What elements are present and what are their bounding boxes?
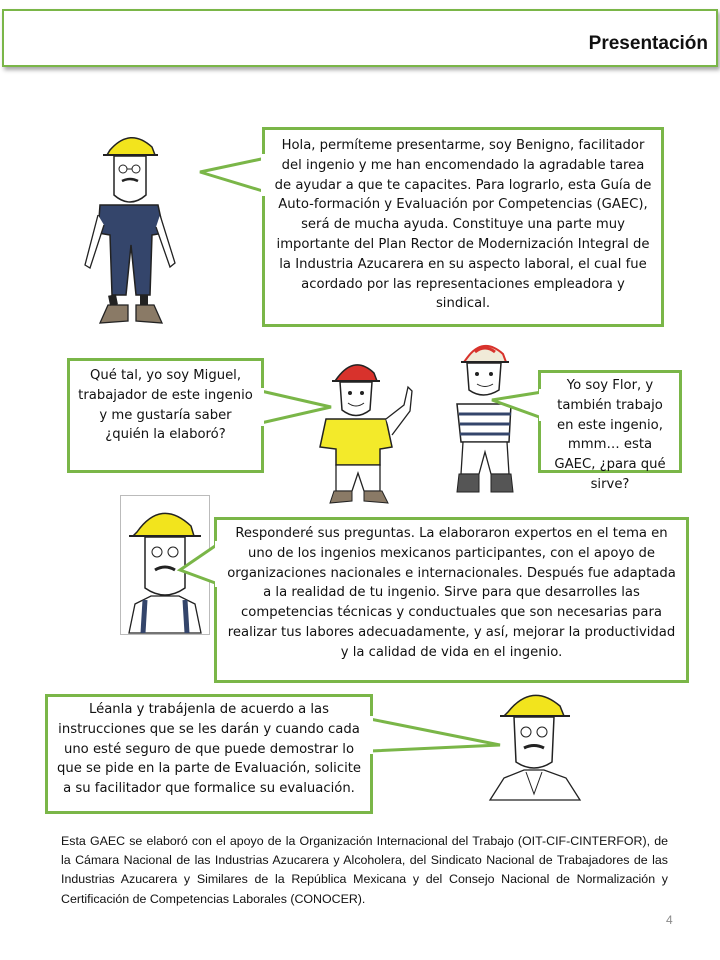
page-header	[2, 9, 718, 67]
flor-speech-bubble	[538, 370, 682, 492]
miguel-speech-bubble	[67, 358, 264, 473]
benigno-answer-speech-bubble	[214, 517, 689, 683]
page-number: 4	[666, 913, 673, 927]
miguel-waving-figure	[300, 355, 425, 515]
benigno-intro-speech-bubble	[262, 127, 664, 327]
benigno-answer-bubble-tail	[180, 540, 218, 590]
flor-bubble-tail	[492, 388, 542, 424]
benigno-standing-figure	[60, 125, 180, 335]
benigno-answer-text: Responderé sus preguntas. La elaboraron expertos en el tema en uno de los ingenios mexicanos participantes, con el apoyo de organizaciones nacionales e internacionales. Después fue adaptada a la realidad de tu ingenio. Sirve para que desarrolles las competencias técnicas y conductuales que son necesarias para realizar tus labores adecuadamente, y así, mejorar la productividad y la calidad de vida en el ingenio.	[227, 526, 676, 660]
benigno-intro-text: Hola, permíteme presentarme, soy Benigno, facilitador del ingenio y me han encomendado la agradable tarea de ayudar a que te capacites. Para lograrlo, esta Guía de Auto-formación y Evaluación por Competencias (GAEC), será de mucha ayuda. Constituye una parte muy importante del Plan Rector de Modernización Integral de la Industria Azucarera en su aspecto laboral, el cual fue acordado por las representaciones empleadora y sindical.	[274, 138, 652, 312]
credits-paragraph: Esta GAEC se elaboró con el apoyo de la Organización Internacional del Trabajo (OIT-CIF-CINTERFOR), de la Cámara Nacional de las Industrias Azucarera y Alcoholera, del Sindicato Nacional de Trabajadores de las Industrias Azucarera y Similares de la República Mexicana y del Consejo Nacional de Normalización y Certificación de Competencias Laborales (CONOCER).	[61, 834, 668, 906]
flor-text: Yo soy Flor, y también trabajo en este ingenio, mmm… esta GAEC, ¿para qué sirve?	[554, 378, 666, 492]
benigno-closing-text: Léanla y trabájenla de acuerdo a las instrucciones que se les darán y cuando cada uno esté seguro de que puede demostrar lo que se pide en la parte de Evaluación, solicite a su facilitador que formalice su evaluación.	[56, 702, 362, 797]
benigno-closing-speech-bubble	[45, 694, 373, 814]
miguel-text: Qué tal, yo soy Miguel, trabajador de este ingenio y me gustaría saber ¿quién la elaboró?	[78, 368, 253, 443]
benigno-intro-bubble-tail	[200, 150, 266, 210]
page-title: Presentación	[588, 33, 708, 54]
benigno-closing-figure	[480, 682, 590, 802]
